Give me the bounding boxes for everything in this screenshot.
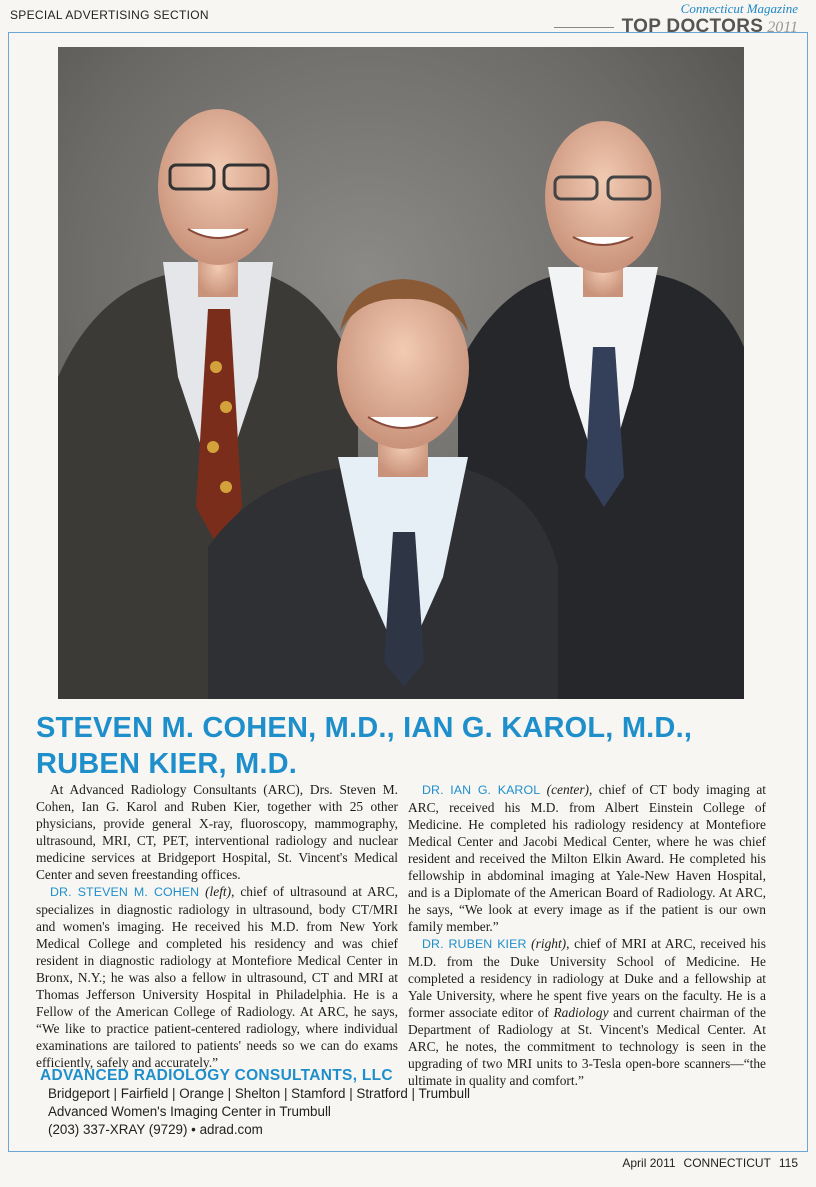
- cohen-name: DR. STEVEN M. COHEN: [50, 885, 200, 899]
- karol-bio: [408, 781, 766, 935]
- headline-line-1: STEVEN M. COHEN, M.D., IAN G. KAROL, M.D.,: [36, 712, 693, 744]
- cohen-bio: [36, 883, 398, 1071]
- company-block: [40, 1066, 470, 1139]
- headline-line-2: RUBEN KIER, M.D.: [36, 748, 297, 780]
- section-label: SPECIAL ADVERTISING SECTION: [10, 8, 209, 22]
- cohen-role: (left): [205, 884, 232, 899]
- kier-bio-text-b: and current chairman of the Department of Radiology at St. Vincent's Medical Center. At ARC, he notes, the commitment to technology is seen in the upgrading of two MRI units to 3-Tesla open-bore scanners—“the ultimate in quality and comfort.”: [408, 1005, 766, 1088]
- karol-bio-text: , chief of CT body imaging at ARC, received his M.D. from Albert Einstein College of Medicine. He completed his radiology residency at Montefiore Medical Center and Jacobi Medical Center, where he was chief resident and received the Milton Elkin Award. He completed his fellowship in abdominal imaging at Yale-New Haven Hospital, and is a Diplomate of the American Board of Radiology. At ARC, he says, “We look at every image as if the patient is our own family member.”: [408, 782, 766, 934]
- karol-name: DR. IAN G. KAROL: [422, 783, 541, 797]
- company-locations: Bridgeport | Fairfield | Orange | Shelton | Stamford | Stratford | Trumbull: [48, 1086, 471, 1101]
- kier-journal: Radiology: [553, 1005, 609, 1020]
- left-column: [36, 781, 398, 1071]
- doctors-group-photo: [58, 47, 744, 699]
- page-number: 115: [778, 1156, 798, 1170]
- magazine-name: Connecticut Magazine: [680, 1, 798, 16]
- headline: [36, 710, 756, 782]
- footer-date: April 2011: [622, 1156, 676, 1170]
- company-contact: (203) 337-XRAY (9729) • adrad.com: [48, 1122, 263, 1137]
- karol-role: (center): [546, 782, 590, 797]
- doctors-photo-illustration: [58, 47, 744, 699]
- womens-imaging-center: Advanced Women's Imaging Center in Trumbull: [48, 1104, 331, 1119]
- page-footer: [622, 1156, 798, 1170]
- cohen-bio-text: , chief of ultrasound at ARC, specializes in diagnostic radiology in ultrasound, body CT/MRI and women's imaging. He received his M.D. from New York Medical College and completed his residency and was chief resident in diagnostic radiology at Montefiore Medical Center in Bronx, N.Y.; he was also a fellow in ultrasound, CT and MRI at Thomas Jefferson University Hospital in Philadelphia. He is a Fellow of the American College of Radiology. At ARC, he says, “We like to practice patient-centered radiology, where individual examinations are tailored to patients' needs so we can do exams efficiently, safely and accurately.”: [36, 884, 399, 1070]
- right-column: [408, 781, 766, 1089]
- intro-paragraph: At Advanced Radiology Consultants (ARC), Drs. Steven M. Cohen, Ian G. Karol and Ruben Kier, together with 25 other physicians, provide general X-ray, fluoroscopy, mammography, ultrasound, MRI, CT, PET, interventional radiology and nuclear medicine services at Bridgeport Hospital, St. Vincent's Medical Center and seven freestanding offices.: [36, 782, 398, 882]
- kier-name: DR. RUBEN KIER: [422, 937, 527, 951]
- footer-magazine: CONNECTICUT: [683, 1156, 771, 1170]
- kier-bio-text-a: , chief of MRI at ARC, received his M.D. from the Duke University School of Medicine. He completed a residency in radiology at Duke and a fellowship at Yale University, where he spent five years on the faculty. He is a former associate editor of: [408, 936, 766, 1020]
- company-name: ADVANCED RADIOLOGY CONSULTANTS, LLC: [40, 1067, 393, 1084]
- masthead-rule: [554, 27, 614, 28]
- masthead-year: 2011: [767, 19, 798, 36]
- kier-role: (right): [531, 936, 567, 951]
- masthead-title: TOP DOCTORS: [621, 16, 764, 37]
